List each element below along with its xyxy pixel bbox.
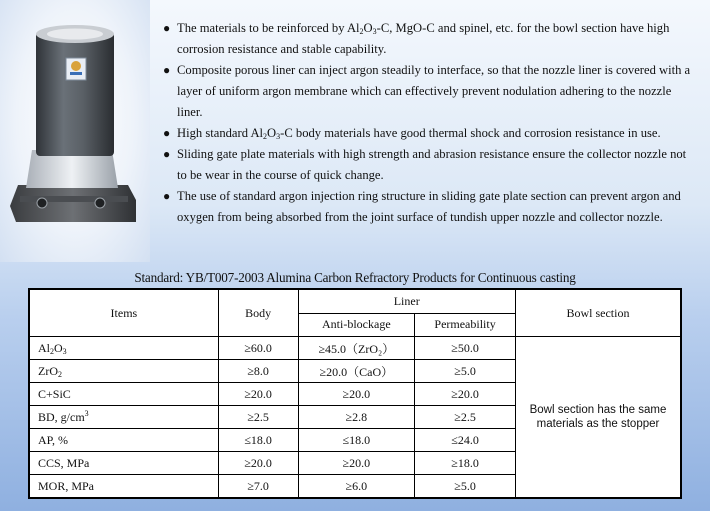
feature-list xyxy=(163,18,695,228)
row-label: AP, % xyxy=(29,429,218,452)
cell-permeability: ≥2.5 xyxy=(415,406,516,429)
header-anti-blockage: Anti-blockage xyxy=(298,313,415,337)
header-bowl-section: Bowl section xyxy=(515,289,681,337)
cell-permeability: ≤24.0 xyxy=(415,429,516,452)
table-row xyxy=(29,337,681,360)
bowl-section-note: Bowl section has the same materials as the stopper xyxy=(515,337,681,499)
spec-table xyxy=(28,288,682,499)
row-label: $Al_2O_3$ xyxy=(29,337,218,360)
cell-permeability: ≥50.0 xyxy=(415,337,516,360)
feature-item: ● The materials to be reinforced by $Al_2O_3-C$, MgO-C and spinel, etc. for the bowl section have high corrosion resistance and stable capability. xyxy=(163,18,695,60)
header-body: Body xyxy=(218,289,298,337)
bullet-icon: ● xyxy=(163,147,171,161)
row-label: C+SiC xyxy=(29,383,218,406)
nozzle-photo-icon xyxy=(0,0,150,262)
feature-item: ● Composite porous liner can inject argon steadily to interface, so that the nozzle liner is covered with a layer of uniform argon membrane which can effectively prevent nodulation adhering to the nozzle liner. xyxy=(163,60,695,123)
header-liner: Liner xyxy=(298,289,515,313)
bullet-icon: ● xyxy=(163,21,171,35)
cell-body: ≥20.0 xyxy=(218,383,298,406)
feature-item: ● Sliding gate plate materials with high strength and abrasion resistance ensure the collector nozzle not to be wear in the course of quick change. xyxy=(163,144,695,186)
row-label: MOR, MPa xyxy=(29,475,218,499)
cell-body: ≥7.0 xyxy=(218,475,298,499)
cell-anti-blockage: ≥45.0（ZrO₂） xyxy=(298,337,415,360)
cell-anti-blockage: ≥6.0 xyxy=(298,475,415,499)
row-label: BD, $g/cm^3$ xyxy=(29,406,218,429)
row-label: ZrO$_2$ xyxy=(29,360,218,383)
product-photo xyxy=(0,0,150,262)
cell-body: ≥60.0 xyxy=(218,337,298,360)
cell-permeability: ≥18.0 xyxy=(415,452,516,475)
cell-body: ≥20.0 xyxy=(218,452,298,475)
bullet-icon: ● xyxy=(163,63,171,77)
header-items: Items xyxy=(29,289,218,337)
row-label: CCS, MPa xyxy=(29,452,218,475)
cell-body: ≤18.0 xyxy=(218,429,298,452)
cell-anti-blockage: ≥20.0（CaO） xyxy=(298,360,415,383)
header-permeability: Permeability xyxy=(415,313,516,337)
table-header-row xyxy=(29,289,681,313)
cell-permeability: ≥5.0 xyxy=(415,360,516,383)
cell-anti-blockage: ≥20.0 xyxy=(298,383,415,406)
cell-anti-blockage: ≤18.0 xyxy=(298,429,415,452)
bullet-icon: ● xyxy=(163,189,171,203)
cell-anti-blockage: ≥2.8 xyxy=(298,406,415,429)
cell-body: ≥2.5 xyxy=(218,406,298,429)
feature-item: ● The use of standard argon injection ring structure in sliding gate plate section can prevent argon and oxygen from being absorbed from the joint surface of tundish upper nozzle and collector nozzle. xyxy=(163,186,695,228)
bullet-icon: ● xyxy=(163,126,171,140)
feature-item: ● High standard $Al_2O_3-C$ body materials have good thermal shock and corrosion resistance in use. xyxy=(163,123,695,144)
cell-permeability: ≥20.0 xyxy=(415,383,516,406)
table-caption: Standard: YB/T007-2003 Alumina Carbon Refractory Products for Continuous casting xyxy=(134,270,576,285)
cell-anti-blockage: ≥20.0 xyxy=(298,452,415,475)
cell-permeability: ≥5.0 xyxy=(415,475,516,499)
cell-body: ≥8.0 xyxy=(218,360,298,383)
